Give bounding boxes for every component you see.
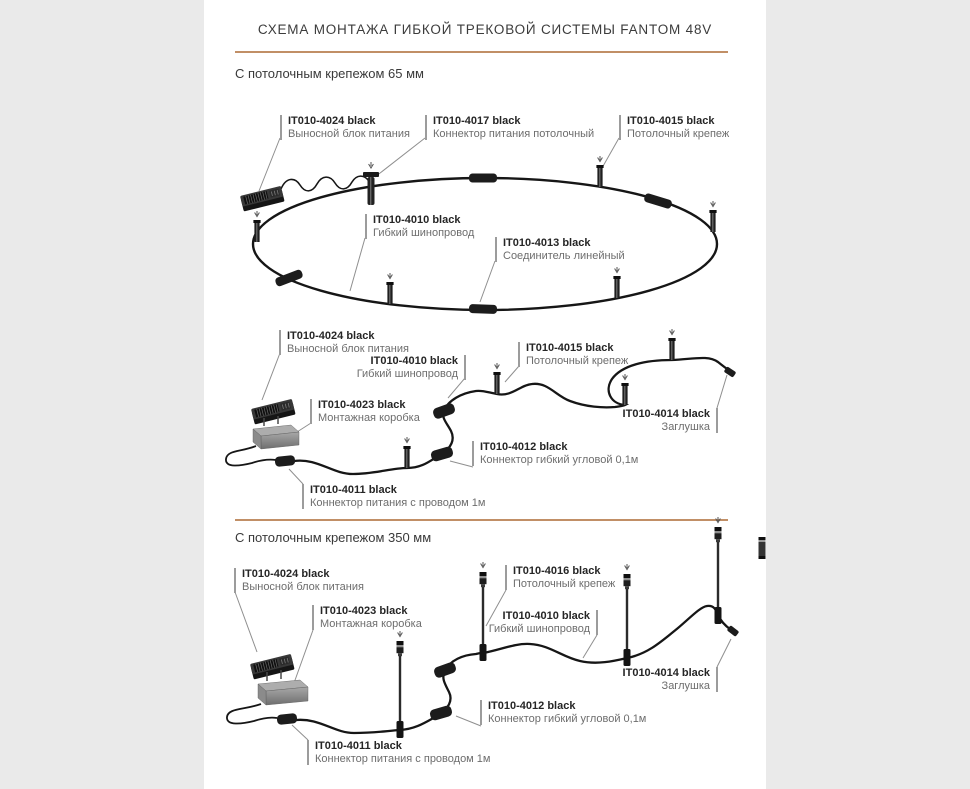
corner-connector bbox=[433, 661, 457, 679]
part-description: Гибкий шинопровод bbox=[356, 367, 458, 380]
ceiling-mount-65mm bbox=[386, 273, 393, 304]
part-number: IT010-4011 black bbox=[310, 484, 397, 496]
part-label-it010-4015 bbox=[619, 115, 729, 140]
part-label-it010-4012 bbox=[472, 441, 638, 466]
ceiling-mount-65mm bbox=[709, 201, 716, 232]
ceiling-mount-350mm bbox=[397, 631, 404, 738]
power-wire bbox=[227, 704, 277, 724]
section-heading-350mm: С потолочным крепежом 350 мм bbox=[235, 530, 432, 545]
part-number: IT010-4024 black bbox=[242, 568, 330, 580]
part-label-it010-4014 bbox=[623, 667, 718, 692]
ceiling-mount-350mm bbox=[624, 564, 631, 666]
title-divider bbox=[235, 51, 728, 53]
part-label-it010-4013 bbox=[495, 237, 625, 262]
power-wire bbox=[226, 446, 276, 466]
part-label-it010-4012 bbox=[480, 700, 646, 725]
part-number: IT010-4015 black bbox=[627, 115, 715, 127]
linear-connector bbox=[469, 304, 497, 314]
part-number: IT010-4015 black bbox=[526, 342, 614, 354]
part-description: Монтажная коробка bbox=[320, 617, 422, 630]
part-number: IT010-4010 black bbox=[502, 610, 590, 622]
part-label-it010-4023 bbox=[310, 399, 420, 424]
part-label-it010-4010 bbox=[357, 355, 466, 380]
part-label-it010-4015 bbox=[518, 342, 628, 367]
power-feed-connector bbox=[275, 455, 296, 467]
ceiling-power-connector bbox=[363, 162, 379, 205]
part-description: Гибкий шинопровод bbox=[488, 622, 590, 635]
part-description: Потолочный крепеж bbox=[627, 127, 730, 140]
part-description: Выносной блок питания bbox=[288, 127, 410, 140]
part-description: Выносной блок питания bbox=[287, 342, 409, 355]
part-number: IT010-4012 black bbox=[480, 441, 568, 453]
part-description: Коннектор питания с проводом 1м bbox=[315, 752, 491, 765]
part-number: IT010-4016 black bbox=[513, 565, 601, 577]
section-heading-65mm: С потолочным крепежом 65 мм bbox=[235, 66, 424, 81]
part-number: IT010-4014 black bbox=[622, 408, 710, 420]
part-number: IT010-4013 black bbox=[503, 237, 591, 249]
part-description: Выносной блок питания bbox=[242, 580, 364, 593]
ceiling-mount-65mm bbox=[668, 329, 675, 360]
part-label-it010-4024 bbox=[234, 568, 364, 593]
part-description: Гибкий шинопровод bbox=[373, 226, 475, 239]
ceiling-mount-65mm bbox=[621, 374, 628, 405]
part-description: Потолочный крепеж bbox=[513, 577, 616, 590]
part-description: Соединитель линейный bbox=[503, 249, 625, 262]
part-label-it010-4023 bbox=[312, 605, 422, 630]
corner-connector bbox=[429, 705, 453, 722]
part-number: IT010-4024 black bbox=[288, 115, 376, 127]
part-description: Коннектор гибкий угловой 0,1м bbox=[488, 712, 647, 725]
part-number: IT010-4010 black bbox=[373, 214, 461, 226]
part-label-it010-4011 bbox=[302, 484, 485, 509]
part-description: Коннектор гибкий угловой 0,1м bbox=[480, 453, 639, 466]
ceiling-mount-65mm bbox=[253, 211, 260, 242]
part-label-it010-4016 bbox=[505, 565, 615, 590]
power-supply-unit bbox=[250, 654, 295, 680]
part-number: IT010-4024 black bbox=[287, 330, 375, 342]
part-description: Заглушка bbox=[661, 420, 710, 433]
part-number: IT010-4010 black bbox=[370, 355, 458, 367]
part-description: Коннектор питания с проводом 1м bbox=[310, 496, 486, 509]
part-label-it010-4017 bbox=[425, 115, 594, 140]
part-description: Монтажная коробка bbox=[318, 411, 420, 424]
part-description: Потолочный крепеж bbox=[526, 354, 629, 367]
ceiling-mount-350mm bbox=[480, 562, 487, 661]
ceiling-mount-65mm bbox=[613, 267, 620, 298]
part-label-it010-4011 bbox=[307, 740, 490, 765]
part-label-it010-4024 bbox=[279, 330, 409, 355]
power-feed-connector bbox=[277, 713, 298, 725]
power-supply-unit bbox=[240, 186, 285, 212]
part-number: IT010-4014 black bbox=[622, 667, 710, 679]
mounting-box bbox=[253, 425, 299, 449]
page-title: СХЕМА МОНТАЖА ГИБКОЙ ТРЕКОВОЙ СИСТЕМЫ FANTOM 48V bbox=[257, 22, 713, 37]
power-supply-unit bbox=[251, 399, 296, 425]
part-number: IT010-4012 black bbox=[488, 700, 576, 712]
part-number: IT010-4017 black bbox=[433, 115, 521, 127]
ceiling-mount-65mm bbox=[596, 156, 603, 187]
corner-connector bbox=[430, 446, 454, 463]
part-number: IT010-4023 black bbox=[320, 605, 408, 617]
ceiling-mount-65mm bbox=[493, 363, 500, 394]
part-label-it010-4010 bbox=[365, 214, 474, 239]
part-label-it010-4014 bbox=[623, 408, 718, 433]
linear-connector bbox=[469, 174, 497, 183]
part-label-it010-4010 bbox=[489, 610, 598, 635]
part-description: Заглушка bbox=[661, 679, 710, 692]
part-description: Коннектор питания потолочный bbox=[433, 127, 595, 140]
linear-connector bbox=[643, 193, 672, 210]
spare-mount-part bbox=[759, 537, 766, 559]
part-label-it010-4024 bbox=[280, 115, 410, 140]
part-number: IT010-4023 black bbox=[318, 399, 406, 411]
part-number: IT010-4011 black bbox=[315, 740, 402, 752]
ceiling-mount-350mm bbox=[715, 517, 722, 624]
mounting-box bbox=[258, 680, 308, 705]
ceiling-mount-65mm bbox=[403, 437, 410, 468]
